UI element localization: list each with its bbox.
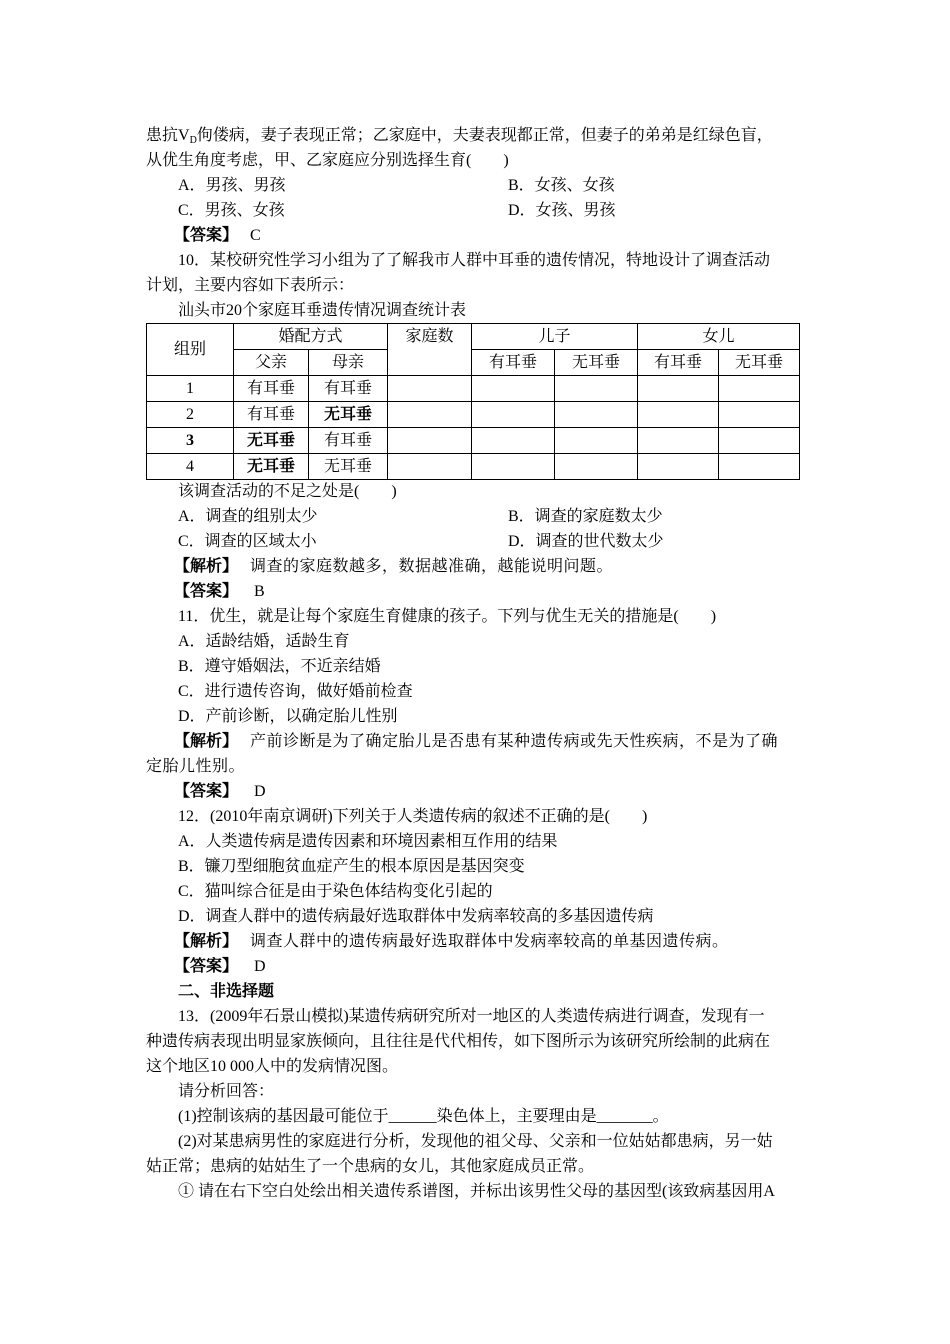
- cell-family: [388, 428, 472, 454]
- explanation-text: 调查的家庭数越多，数据越准确，越能说明问题。: [250, 558, 614, 575]
- option-b: B．女孩、女孩: [508, 177, 615, 194]
- header-daughter: 女儿: [638, 324, 800, 350]
- q10-stem: 该调查活动的不足之处是( ): [178, 483, 397, 500]
- q13-line-2: 种遗传病表现出明显家族倾向，且往往是代代相传，如下图所示为该研究所绘制的此病在: [146, 1033, 771, 1050]
- explanation-tag: 【解析】: [174, 733, 239, 750]
- option-c: C．调查的区域太小: [178, 533, 317, 550]
- cell-mother: 有耳垂: [309, 376, 388, 402]
- explanation-tag: 【解析】: [174, 558, 239, 575]
- table-row: [147, 428, 800, 454]
- q12-option-b: B．镰刀型细胞贫血症产生的根本原因是基因突变: [178, 858, 525, 875]
- q11-answer: [146, 779, 808, 804]
- cell-son-yes: [472, 428, 555, 454]
- cell-father: 无耳垂: [234, 428, 309, 454]
- cell-son-no: [555, 376, 638, 402]
- answer-tag: 【答案】: [174, 583, 239, 600]
- explanation-text: 定胎儿性别。: [146, 758, 246, 775]
- q12-option-d: D．调查人群中的遗传病最好选取群体中发病率较高的多基因遗传病: [178, 908, 654, 925]
- cell-son-yes: [472, 402, 555, 428]
- cell-son-no: [555, 428, 638, 454]
- cell-father: 有耳垂: [234, 376, 309, 402]
- cell-father: 有耳垂: [234, 402, 309, 428]
- q11-option-a: A．适龄结婚，适龄生育: [178, 633, 350, 650]
- answer-value: C: [250, 227, 261, 244]
- header-son-no: 无耳垂: [555, 350, 638, 376]
- cell-group: 3: [147, 428, 234, 454]
- q11-explanation-cont: [146, 754, 808, 779]
- cell-daughter-no: [719, 402, 800, 428]
- q9-options-row-2: [146, 198, 808, 223]
- cell-mother: 有耳垂: [309, 428, 388, 454]
- cell-daughter-no: [719, 376, 800, 402]
- q9-answer: [146, 223, 808, 248]
- q10-explanation: [146, 554, 808, 579]
- table-row: [147, 454, 800, 480]
- explanation-tag: 【解析】: [174, 933, 239, 950]
- header-son: 儿子: [472, 324, 638, 350]
- q13-part-1: (1)控制该病的基因最可能位于______染色体上，主要理由是_______。: [178, 1108, 669, 1125]
- section-heading: 二、非选择题: [178, 983, 275, 1000]
- answer-value: B: [254, 583, 265, 600]
- cell-son-no: [555, 454, 638, 480]
- subscript: D: [189, 135, 197, 146]
- header-family: 家庭数: [388, 324, 472, 376]
- table-wrapper: [146, 323, 808, 479]
- cell-group: 2: [147, 402, 234, 428]
- header-daughter-no: 无耳垂: [719, 350, 800, 376]
- header-daughter-yes: 有耳垂: [638, 350, 719, 376]
- q13-line-3: 这个地区10 000人中的发病情况图。: [146, 1058, 399, 1075]
- answer-value: D: [254, 958, 266, 975]
- q12-option-a: A．人类遗传病是遗传因素和环境因素相互作用的结果: [178, 833, 558, 850]
- table-caption: 汕头市20个家庭耳垂遗传情况调查统计表: [178, 302, 467, 319]
- cell-mother: 无耳垂: [309, 402, 388, 428]
- option-d: D．调查的世代数太少: [508, 533, 664, 550]
- q10-options-row-1: [146, 504, 808, 529]
- q13-part-2-item-1: ① 请在右下空白处绘出相关遗传系谱图，并标出该男性父母的基因型(该致病基因用A: [178, 1183, 775, 1200]
- header-marriage: 婚配方式: [234, 324, 388, 350]
- text: 佝偻病，妻子表现正常；乙家庭中，夫妻表现都正常，但妻子的弟弟是红绿色盲，: [196, 127, 773, 144]
- text: 患抗V: [146, 127, 190, 144]
- q11-option-d: D．产前诊断，以确定胎儿性别: [178, 708, 398, 725]
- cell-family: [388, 402, 472, 428]
- cell-son-yes: [472, 376, 555, 402]
- header-group: 组别: [147, 324, 234, 376]
- cell-family: [388, 454, 472, 480]
- q11-explanation: [146, 729, 808, 754]
- answer-tag: 【答案】: [174, 783, 239, 800]
- cell-daughter-yes: [638, 454, 719, 480]
- cell-group: 4: [147, 454, 234, 480]
- option-a: A．男孩、男孩: [178, 177, 286, 194]
- table-row: [147, 402, 800, 428]
- q12-answer: [146, 954, 808, 979]
- cell-son-no: [555, 402, 638, 428]
- q9-line-2: 从优生角度考虑，甲、乙家庭应分别选择生育( ): [146, 152, 509, 169]
- cell-daughter-yes: [638, 376, 719, 402]
- q12-explanation: [146, 929, 808, 954]
- header-mother: 母亲: [309, 350, 388, 376]
- cell-group: 1: [147, 376, 234, 402]
- q10-options-row-2: [146, 529, 808, 554]
- q10-line-1: 10．某校研究性学习小组为了了解我市人群中耳垂的遗传情况，特地设计了调查活动: [178, 252, 771, 269]
- q12-option-c: C．猫叫综合征是由于染色体结构变化引起的: [178, 883, 493, 900]
- cell-daughter-yes: [638, 402, 719, 428]
- cell-mother: 无耳垂: [309, 454, 388, 480]
- q10-line-2: 计划，主要内容如下表所示：: [146, 277, 355, 294]
- option-b: B．调查的家庭数太少: [508, 508, 663, 525]
- answer-tag: 【答案】: [174, 227, 239, 244]
- cell-father: 无耳垂: [234, 454, 309, 480]
- q12-stem: 12．(2010年南京调研)下列关于人类遗传病的叙述不正确的是( ): [178, 808, 648, 825]
- q9-options-row-1: [146, 173, 808, 198]
- document-body: [146, 123, 808, 1204]
- table-row: [147, 376, 800, 402]
- cell-daughter-no: [719, 428, 800, 454]
- answer-tag: 【答案】: [174, 958, 239, 975]
- option-d: D．女孩、男孩: [508, 202, 616, 219]
- option-c: C．男孩、女孩: [178, 202, 285, 219]
- q13-part-2: (2)对某患病男性的家庭进行分析，发现他的祖父母、父亲和一位姑姑都患病，另一姑: [178, 1133, 773, 1150]
- q11-stem: 11．优生，就是让每个家庭生育健康的孩子。下列与优生无关的措施是( ): [178, 608, 717, 625]
- explanation-text: 调查人群中的遗传病最好选取群体中发病率较高的单基因遗传病。: [250, 933, 729, 950]
- q13-line-1: 13．(2009年石景山模拟)某遗传病研究所对一地区的人类遗传病进行调查，发现有一: [178, 1008, 765, 1025]
- q13-part-2-cont: 姑正常；患病的姑姑生了一个患病的女儿，其他家庭成员正常。: [146, 1158, 595, 1175]
- header-father: 父亲: [234, 350, 309, 376]
- answer-value: D: [254, 783, 266, 800]
- q11-option-b: B．遵守婚姻法，不近亲结婚: [178, 658, 381, 675]
- cell-son-yes: [472, 454, 555, 480]
- q9-line-1: [146, 123, 808, 148]
- explanation-text: 产前诊断是为了确定胎儿是否患有某种遗传病或先天性疾病，不是为了确: [250, 733, 779, 750]
- q10-answer: [146, 579, 808, 604]
- q13-prompt: 请分析回答：: [178, 1083, 275, 1100]
- option-a: A．调查的组别太少: [178, 508, 318, 525]
- q11-option-c: C．进行遗传咨询，做好婚前检查: [178, 683, 413, 700]
- cell-daughter-yes: [638, 428, 719, 454]
- header-son-yes: 有耳垂: [472, 350, 555, 376]
- cell-daughter-no: [719, 454, 800, 480]
- survey-table: [146, 323, 800, 480]
- cell-family: [388, 376, 472, 402]
